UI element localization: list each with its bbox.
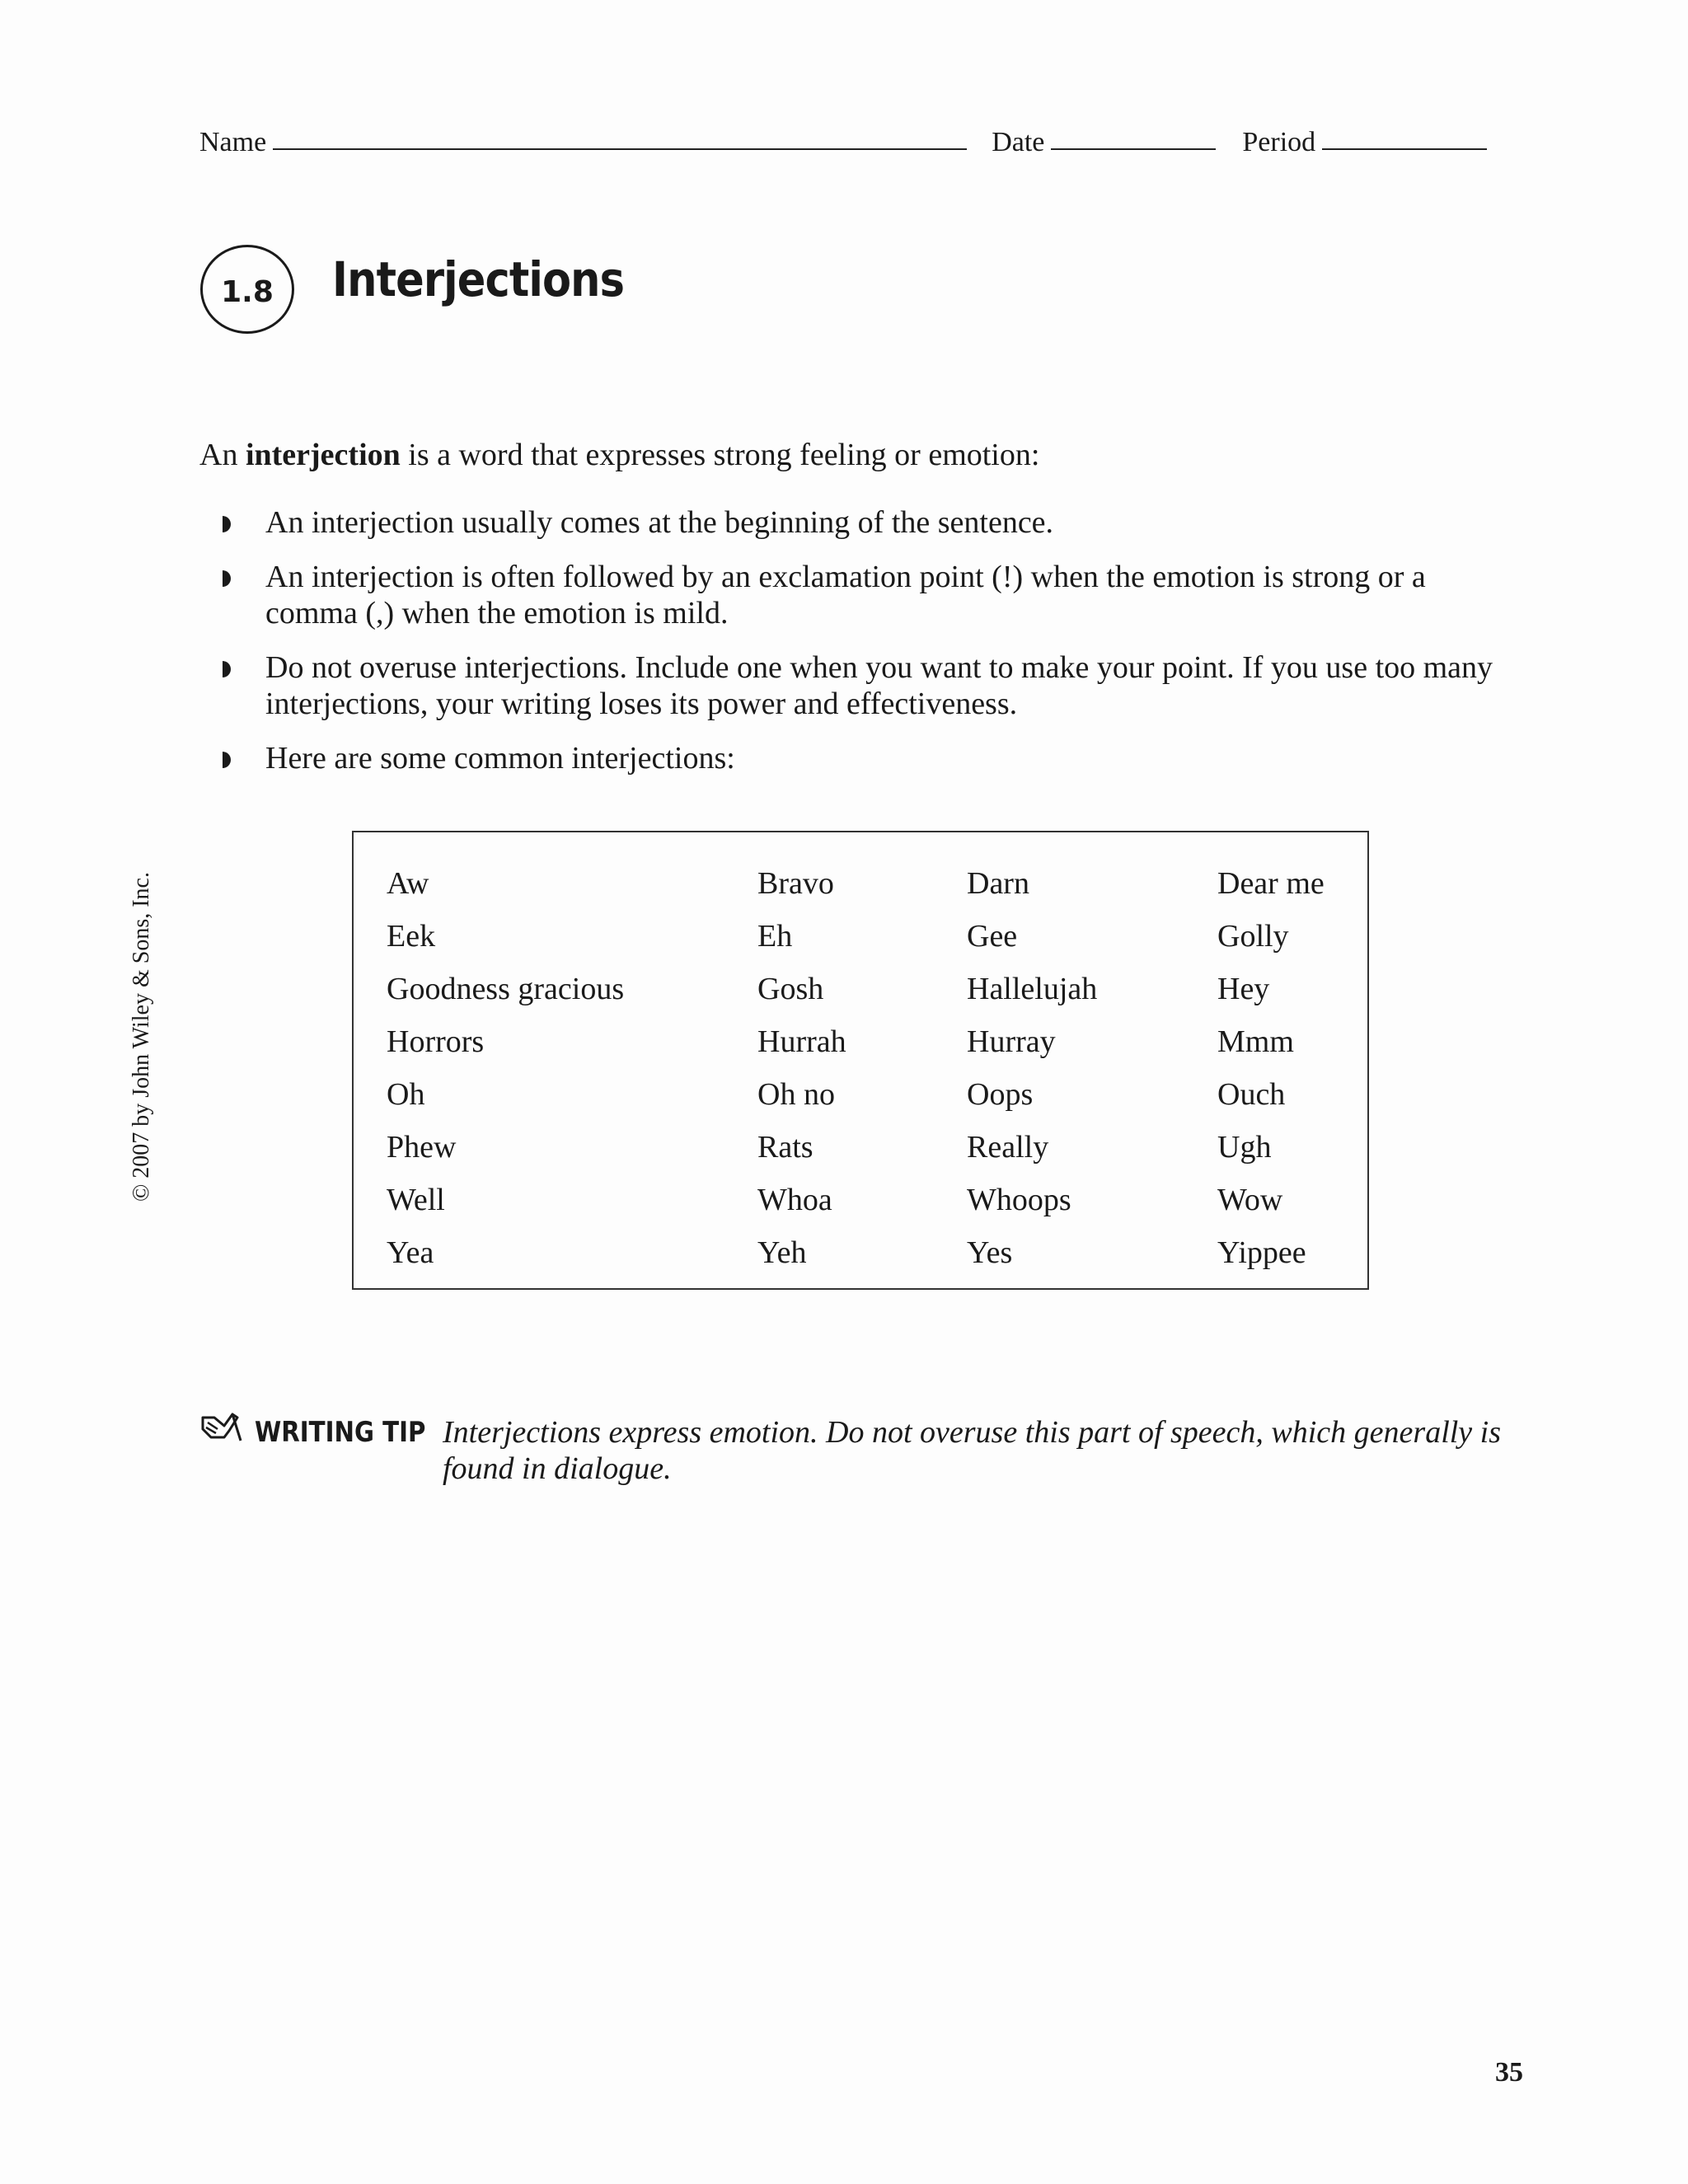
table-cell: Eh xyxy=(757,919,793,954)
table-cell: Yeh xyxy=(757,1235,807,1270)
table-cell: Yea xyxy=(387,1235,434,1270)
writing-tip-label: WRITING TIP xyxy=(255,1416,426,1449)
table-cell: Well xyxy=(387,1183,445,1217)
list-item xyxy=(223,559,1508,631)
table-cell: Hey xyxy=(1217,972,1270,1006)
name-field[interactable] xyxy=(273,148,967,150)
table-cell: Gee xyxy=(967,919,1018,954)
student-info-row xyxy=(199,125,1523,158)
table-cell: Wow xyxy=(1217,1183,1283,1217)
table-cell: Goodness gracious xyxy=(387,972,625,1006)
intro-after: is a word that expresses strong feeling or emotion: xyxy=(400,438,1040,472)
table-row xyxy=(387,1068,1349,1121)
list-item xyxy=(223,649,1508,722)
table-cell: Aw xyxy=(387,866,429,901)
page-number: 35 xyxy=(1495,2057,1523,2088)
table-cell: Oh xyxy=(387,1077,425,1112)
table-cell: Darn xyxy=(967,866,1029,901)
name-label: Name xyxy=(199,127,267,157)
bullet-icon xyxy=(223,661,233,677)
list-item-text: An interjection is often followed by an exclamation point (!) when the emotion is strong or a comma (,) when the emotion is mild. xyxy=(265,560,1426,630)
period-field[interactable] xyxy=(1322,148,1487,150)
table-cell: Ouch xyxy=(1217,1077,1286,1112)
bullet-icon xyxy=(223,516,233,532)
bullet-icon xyxy=(223,570,233,587)
table-row xyxy=(387,1015,1349,1068)
list-item-text: An interjection usually comes at the beginning of the sentence. xyxy=(265,505,1054,540)
table-cell: Mmm xyxy=(1217,1024,1294,1059)
list-item-text: Do not overuse interjections. Include one when you want to make your point. If you use too many interjections, your writing loses its power and effectiveness. xyxy=(265,650,1493,721)
table-cell: Really xyxy=(967,1130,1049,1165)
list-item xyxy=(223,740,1508,776)
intro-before: An xyxy=(199,438,246,472)
table-cell: Dear me xyxy=(1217,866,1325,901)
table-cell: Yippee xyxy=(1217,1235,1306,1270)
intro-term: interjection xyxy=(245,438,401,472)
lesson-number-badge: 1.8 xyxy=(200,245,294,334)
period-label: Period xyxy=(1242,127,1316,157)
table-cell: Hurrah xyxy=(757,1024,846,1059)
table-row xyxy=(387,1121,1349,1174)
table-row xyxy=(387,857,1349,910)
list-item xyxy=(223,504,1508,541)
table-cell: Horrors xyxy=(387,1024,485,1059)
table-cell: Phew xyxy=(387,1130,457,1165)
date-label: Date xyxy=(992,127,1045,157)
table-cell: Yes xyxy=(967,1235,1013,1270)
table-cell: Whoops xyxy=(967,1183,1071,1217)
table-row xyxy=(387,963,1349,1015)
intro-text xyxy=(199,437,1039,473)
table-cell: Eek xyxy=(387,919,436,954)
page-title: Interjections xyxy=(332,251,625,307)
table-row xyxy=(387,1174,1349,1226)
table-cell: Golly xyxy=(1217,919,1289,954)
table-cell: Hurray xyxy=(967,1024,1056,1059)
table-cell: Oops xyxy=(967,1077,1034,1112)
writing-tip-text: Interjections express emotion. Do not overuse this part of speech, which generally is found in dialogue. xyxy=(443,1415,1502,1486)
table-cell: Bravo xyxy=(757,866,834,901)
table-row xyxy=(387,910,1349,963)
bullet-icon xyxy=(223,752,233,768)
table-cell: Oh no xyxy=(757,1077,835,1112)
copyright-notice: © 2007 by John Wiley & Sons, Inc. xyxy=(129,872,154,1202)
hand-writing-icon xyxy=(199,1411,242,1446)
rules-list xyxy=(223,504,1508,776)
interjections-table xyxy=(387,857,1349,1279)
table-cell: Whoa xyxy=(757,1183,832,1217)
table-cell: Ugh xyxy=(1217,1130,1272,1165)
table-cell: Rats xyxy=(757,1130,814,1165)
list-item-text: Here are some common interjections: xyxy=(265,741,735,776)
table-cell: Hallelujah xyxy=(967,972,1098,1006)
date-field[interactable] xyxy=(1051,148,1216,150)
table-cell: Gosh xyxy=(757,972,824,1006)
interjections-box xyxy=(352,831,1369,1290)
table-row xyxy=(387,1226,1349,1279)
